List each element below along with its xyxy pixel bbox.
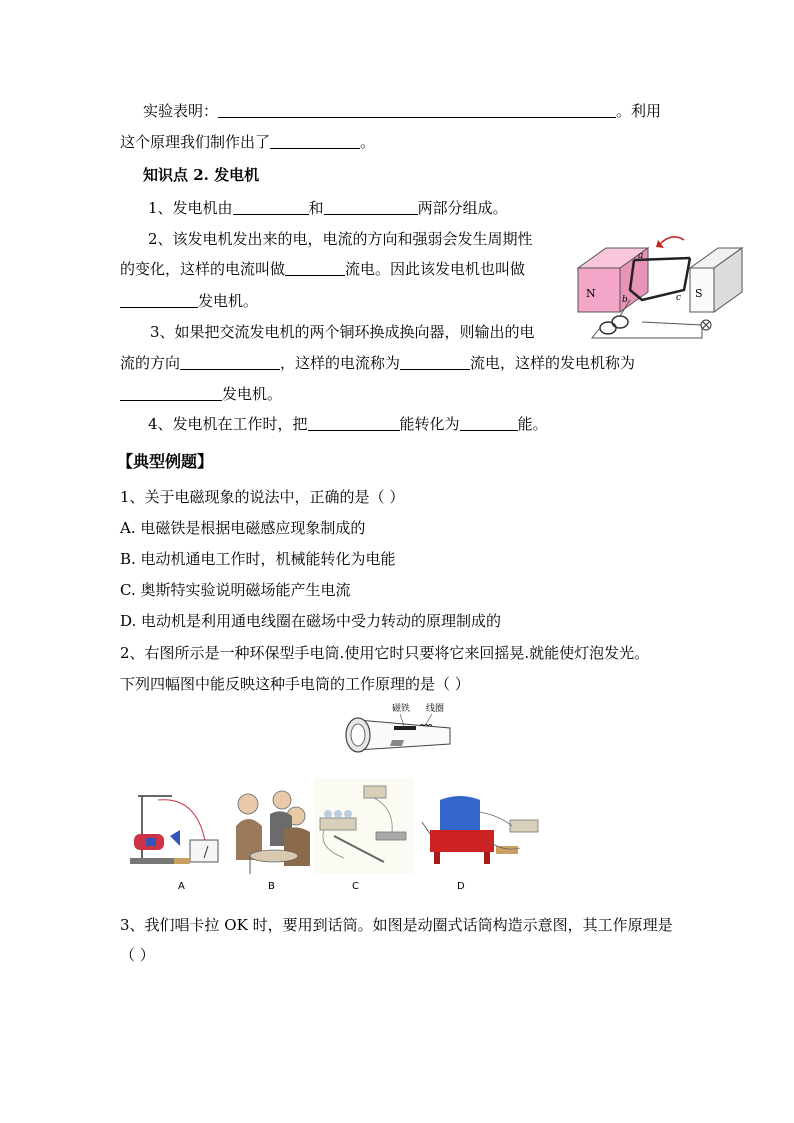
flashlight-diagram (338, 700, 458, 762)
answer-blank[interactable] (233, 198, 309, 215)
magnet-block (394, 726, 416, 730)
generator-item-1: 1、发电机由 和 两部分组成。 (148, 199, 508, 217)
figure-b-label: B (268, 881, 275, 892)
question-1-option-a[interactable]: A. 电磁铁是根据电磁感应现象制成的 (120, 519, 366, 537)
generator-item-3-line3: 发电机。 (120, 383, 282, 405)
answer-blank[interactable] (285, 259, 345, 276)
answer-blank[interactable] (400, 353, 470, 370)
rotation-arrow-icon (660, 237, 684, 244)
svg-text:c: c (676, 293, 682, 303)
generator-item-3-line2: 流的方向 ，这样的电流称为 流电，这样的发电机称为 (120, 354, 636, 372)
question-2-stem-line2: 下列四幅图中能反映这种手电筒的工作原理的是（ ） (120, 675, 470, 693)
question-1-option-c[interactable]: C. 奥斯特实验说明磁场能产生电流 (120, 581, 351, 599)
generator-diagram (572, 230, 750, 342)
svg-text:a: a (638, 251, 644, 261)
figure-b (230, 786, 314, 876)
answer-blank[interactable] (460, 414, 518, 431)
answer-blank[interactable] (218, 101, 616, 118)
generator-item-3-line1: 3、如果把交流发电机的两个铜环换成换向器，则输出的电 (150, 323, 535, 341)
experiment-conclusion-line: 实验表明： 。利用 (143, 102, 662, 120)
generator-item-4: 4、发电机在工作时，把 能转化为 能。 (148, 415, 548, 433)
generator-item-2-line1: 2、该发电机发出来的电，电流的方向和强弱会发生周期性 (148, 230, 533, 248)
generator-item-2-line3: 发电机。 (120, 290, 258, 312)
figure-d-label: D (457, 881, 465, 892)
galvanometer-icon (190, 840, 218, 862)
magnet-d (440, 796, 480, 830)
figure-a (128, 786, 228, 876)
answer-blank[interactable] (180, 353, 280, 370)
question-3-stem-line2: （ ） (120, 946, 155, 964)
svg-text:b: b (622, 295, 628, 305)
answer-blank[interactable] (270, 132, 360, 149)
answer-blank[interactable] (120, 291, 198, 308)
section-title-generator: 知识点 2. 发电机 (143, 166, 260, 184)
question-1-option-b[interactable]: B. 电动机通电工作时，机械能转化为电能 (120, 550, 396, 568)
magnet-s-label: S (695, 287, 703, 300)
table-d (430, 830, 494, 852)
examples-title: 【典型例题】 (117, 452, 214, 471)
slip-ring (600, 322, 616, 334)
answer-blank[interactable] (324, 198, 418, 215)
figure-d (420, 782, 540, 874)
question-1-option-d[interactable]: D. 电动机是利用通电线圈在磁场中受力转动的原理制成的 (120, 612, 502, 630)
question-3-stem-line1: 3、我们唱卡拉 OK 时，要用到话筒。如图是动圈式话筒构造示意图，其工作原理是 (120, 916, 673, 934)
answer-blank[interactable] (308, 414, 400, 431)
generator-item-2-line2: 的变化，这样的电流叫做 流电。因此该发电机也叫做 (120, 260, 526, 278)
slip-ring (612, 316, 628, 328)
magnet-n-label: N (586, 287, 596, 300)
experiment-application-line: 这个原理我们制作出了 。 (120, 133, 376, 151)
svg-text:线圈: 线圈 (426, 704, 445, 714)
svg-text:磁铁: 磁铁 (392, 704, 411, 714)
figure-a-label: A (178, 881, 185, 892)
figure-c (314, 778, 414, 874)
question-2-stem-line1: 2、右图所示是一种环保型手电筒.使用它时只要将它来回摇晃.就能使灯泡发光。 (120, 644, 650, 662)
answer-blank[interactable] (120, 384, 222, 401)
magnet-n (578, 268, 620, 312)
question-1-stem: 1、关于电磁现象的说法中，正确的是（ ） (120, 488, 405, 506)
figure-c-label: C (352, 881, 359, 892)
